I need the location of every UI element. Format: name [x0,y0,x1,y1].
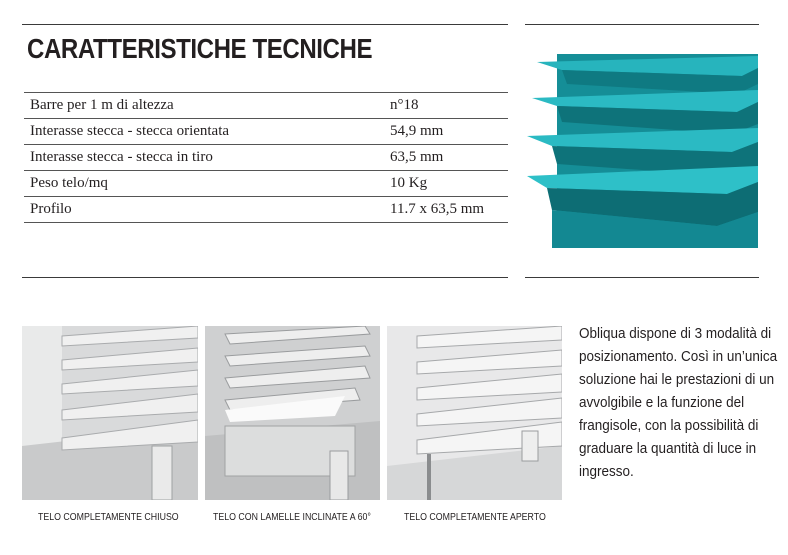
table-row [24,171,508,197]
spec-value: 63,5 mm [390,145,508,171]
bottom-rule-left [22,277,508,278]
photo-closed [22,326,198,500]
caption-inclined: TELO CON LAMELLE INCLINATE A 60° [213,512,371,523]
spec-label: Interasse stecca - stecca orientata [24,119,390,145]
spec-value: 54,9 mm [390,119,508,145]
specs-table [24,92,508,223]
photo-open [387,326,562,500]
spec-label: Interasse stecca - stecca in tiro [24,145,390,171]
spec-value: 10 Kg [390,171,508,197]
spec-value: n°18 [390,93,508,119]
caption-open: TELO COMPLETAMENTE APERTO [404,512,546,523]
table-row [24,145,508,171]
spec-value: 11.7 x 63,5 mm [390,197,508,223]
table-row [24,93,508,119]
caption-closed: TELO COMPLETAMENTE CHIUSO [38,512,179,523]
top-rule-right [525,24,759,25]
teal-slats-illustration [527,54,758,248]
bottom-rule-right [525,277,759,278]
spec-label: Profilo [24,197,390,223]
spec-label: Peso telo/mq [24,171,390,197]
table-row [24,119,508,145]
table-row [24,197,508,223]
spec-label: Barre per 1 m di altezza [24,93,390,119]
top-rule-left [22,24,508,25]
description-text: Obliqua dispone di 3 modalità di posizionamento. Così in un’unica soluzione hai le prestazioni di un avvolgibile e la funzione del frangisole, con la possibilità di graduare la quantità di luce in ingresso. [579,325,778,480]
photo-inclined [205,326,380,500]
section-title: CARATTERISTICHE TECNICHE [27,33,373,64]
